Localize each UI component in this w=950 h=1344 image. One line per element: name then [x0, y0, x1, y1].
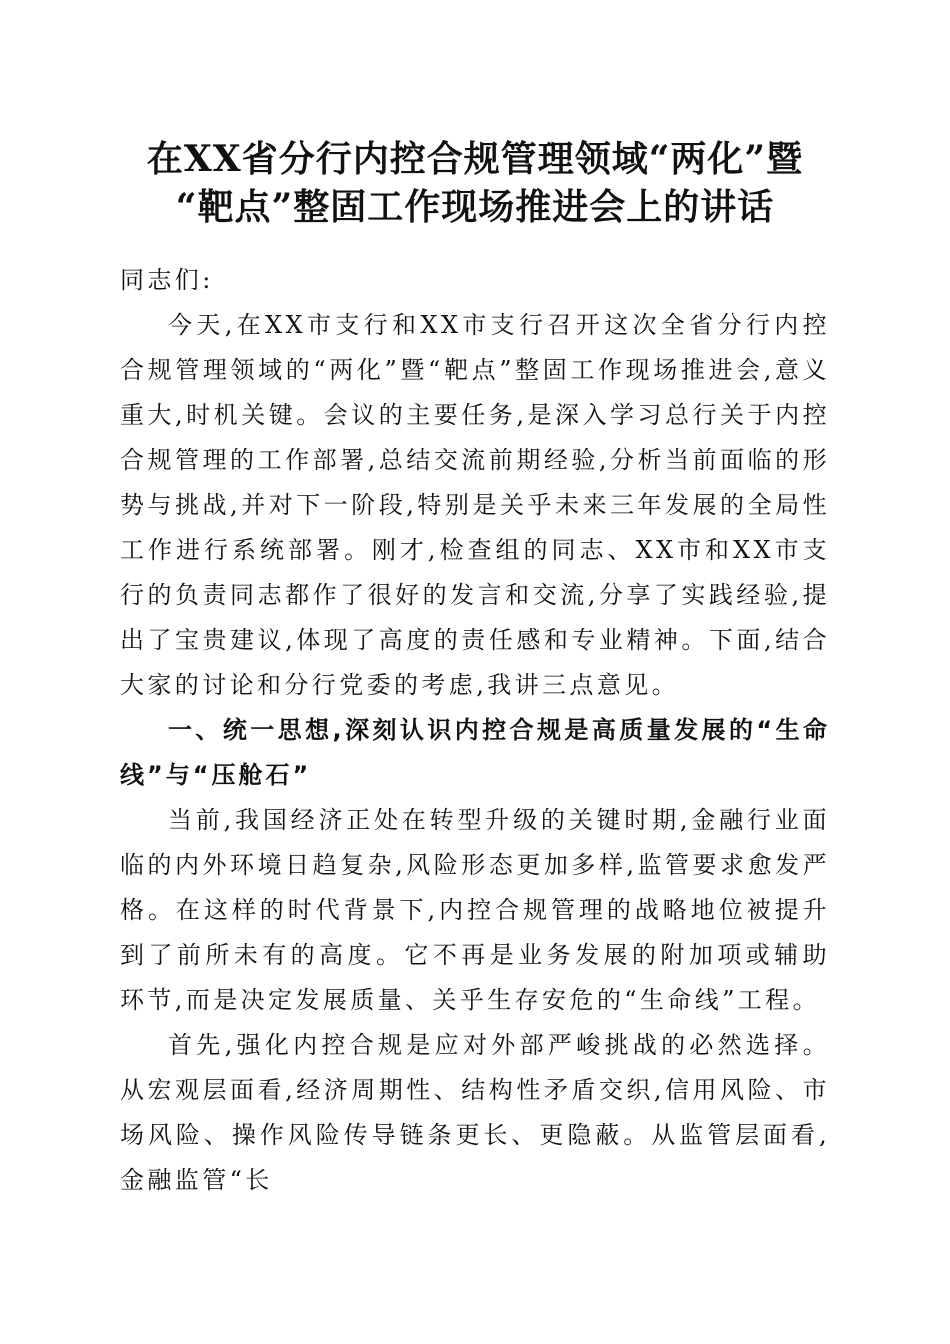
- salutation: 同志们:: [120, 266, 214, 294]
- paragraph-intro: 今天,在XX市支行和XX市支行召开这次全省分行内控合规管理领域的“两化”暨“靶点”整固工作现场推进会,意义重大,时机关键。会议的主要任务,是深入学习总行关于内控合规管理的工作部署,总结交流前期经验,分析当前面临的形势与挑战,并对下一阶段,特别是关乎未来三年发展的全局性工作进行系统部署。刚才,检查组的同志、XX市和XX市支行的负责同志都作了很好的发言和交流,分享了实践经验,提出了宝贵建议,体现了高度的责任感和专业精神。下面,结合大家的讨论和分行党委的考虑,我讲三点意见。: [120, 311, 830, 699]
- section-heading-1: 一、统一思想,深刻认识内控合规是高质量发展的“生命线”与“压舱石”: [120, 716, 830, 789]
- document-title-line-2: “靶点”整固工作现场推进会上的讲话: [175, 186, 775, 228]
- document-body: [120, 258, 830, 1203]
- paragraph-first-point: 首先,强化内控合规是应对外部严峻挑战的必然选择。从宏观层面看,经济周期性、结构性矛盾交织,信用风险、市场风险、操作风险传导链条更长、更隐蔽。从监管层面看,金融监管“长: [120, 1031, 830, 1194]
- document-title-line-1: 在XX省分行内控合规管理领域“两化”暨: [146, 138, 804, 180]
- paragraph-context: 当前,我国经济正处在转型升级的关键时期,金融行业面临的内外环境日趋复杂,风险形态更加多样,监管要求愈发严格。在这样的时代背景下,内控合规管理的战略地位被提升到了前所未有的高度。它不再是业务发展的附加项或辅助环节,而是决定发展质量、关乎生存安危的“生命线”工程。: [120, 806, 830, 1014]
